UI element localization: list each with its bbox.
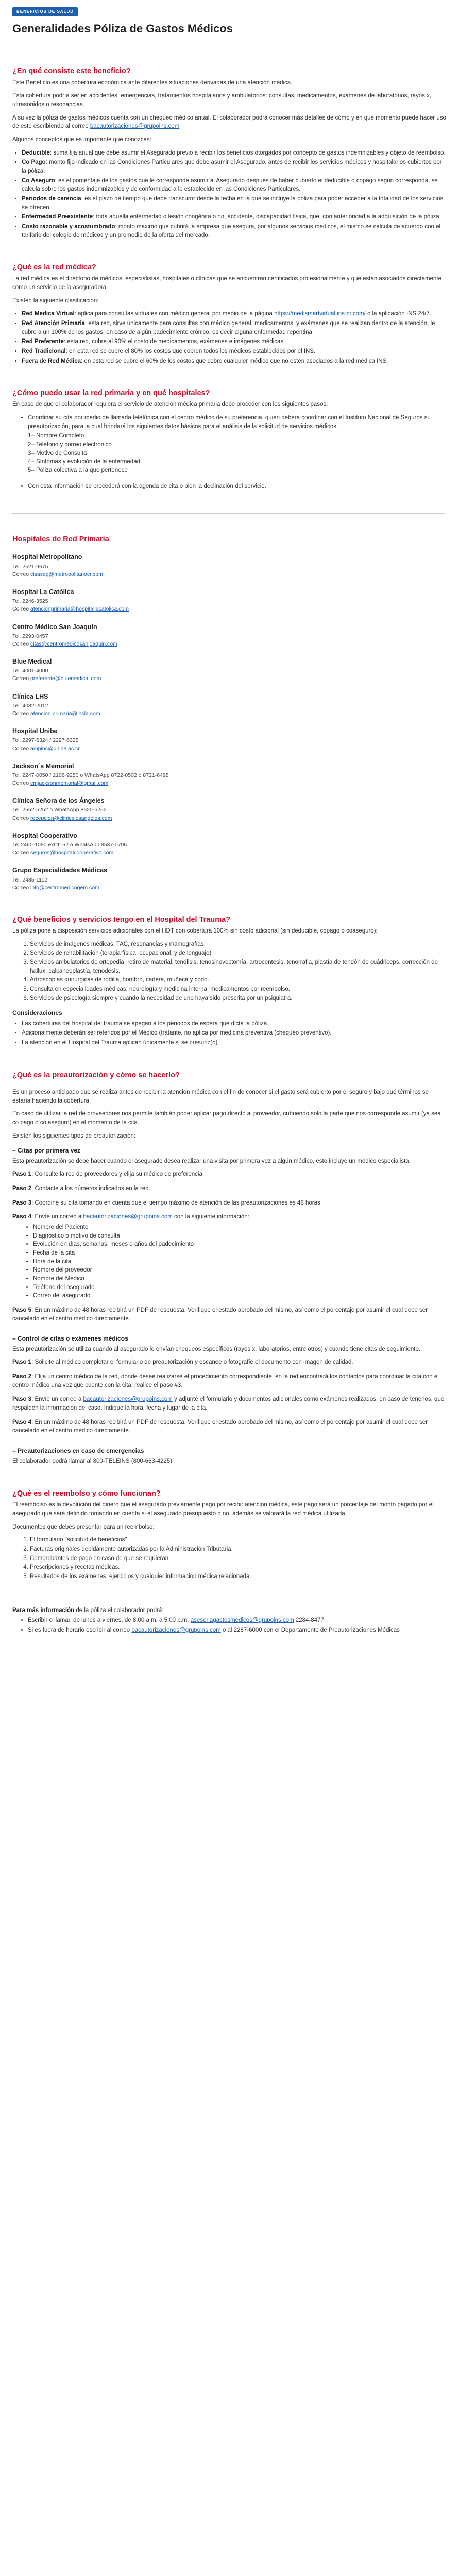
paragraph: Esta preautorización se utiliza cuando al asegurado le envían chequeos específicos (rayos x, laboratorios, entre otros) y cuando tiene citas de seguimiento. [12, 1346, 421, 1352]
list-item: • Nombre del Médico [33, 1275, 447, 1283]
section-heading: ¿En qué consiste este beneficio? [12, 67, 131, 76]
list-item: 1. El formulario "solicitud de beneficios" [30, 1536, 447, 1545]
list-item: • Las coberturas del hospital del trauma se apegan a los periodos de espera que dicta la póliza. [22, 1020, 447, 1028]
email-link[interactable]: preferente@bluemedical.com [30, 675, 101, 682]
email-link[interactable]: info@centromedicogem.com [30, 884, 99, 891]
email-link[interactable]: recepcion@clinicalosangeles.com [30, 815, 112, 821]
required-info-list [33, 1223, 447, 1300]
paragraph: En caso de utilizar la red de proveedores nos permite también poder aplicar pago directo al proveedor, cubriendo solo la parte que nos corresponde asumir (ya sea co pago o co aseguro) en el momento de la cita. [12, 1111, 441, 1126]
step: Paso 1: Solicite al médico completar el formulario de preautorización y escanee o fotografíe el documento con imagen de calidad. [12, 1359, 353, 1366]
step: Paso 1: Consulte la red de proveedores y elija su médico de preferencia. [12, 1171, 205, 1178]
paragraph: Esta preautorización se debe hacer cuando el asegurado desea realizar una visita por primera vez a algún médico, esto incluye un médico especialista. [12, 1158, 411, 1164]
list-item: • Deducible: suma fija anual que debe asumir el Asegurado previo a recibir los beneficios otorgados por concepto de gastos indemnizables y objeto de reembolso. [22, 149, 447, 158]
contact-list [28, 1616, 447, 1634]
list-item: • Hora de la cita [33, 1258, 447, 1266]
step: Paso 3: Envíe un correo a bacautorizaciones@grupoins.com y adjunté el formulario y documentos adicionales como exámenes realizados, en caso de tenerlos, que respalden la información del caso. Indique la hora, fecha y lugar de la cita. [12, 1396, 445, 1412]
list-item: • Con esta información se procederá con la agenda de cita o bien la declinación del servicio. [28, 482, 447, 491]
email-link[interactable]: citas@centromedicosanjoaquin.com [30, 640, 117, 647]
list-item: • Costo razonable y acostumbrado: monto máximo que cubrirá la empresa que asegura, por algunos servicios médicos, el mismo se calcula de acuerdo con el tarifario del colegio de médicos y un promedio de la oferta del mercado. [22, 223, 447, 240]
web-link[interactable]: https://medismartvirtual.ins-cr.com/ [274, 311, 366, 317]
section-heading: ¿Qué es la red médica? [12, 263, 96, 272]
email-link[interactable]: asesoriagastosmedicos@grupoins.com [190, 1617, 294, 1624]
paragraph: Algunos conceptos que es importante que conozcas: [12, 136, 151, 143]
paragraph: Es un proceso anticipado que se realiza antes de recibir la atención médica con el fin de conocer si el gasto será cubierto por el seguro y bajo qué términos se estaría haciendo la cobertura. [12, 1089, 429, 1104]
section-hospitales [12, 534, 447, 892]
list-item: • Enfermedad Preexistente: toda aquella enfermedad o lesión congénita o no, accidente, discapacidad física, que, con anterioridad a la adquisición de la póliza. [22, 213, 447, 222]
email-link[interactable]: bacautorizaciones@grupoins.com [131, 1626, 221, 1633]
email-link[interactable]: ampins@unibe.ac.cr [30, 745, 80, 752]
considerations-list [22, 1020, 447, 1047]
list-item: 2. Servicios de rehabilitación (terapia física, ocupacional, y de lenguaje) [30, 949, 447, 958]
subheading: – Control de citas o exámenes médicos [12, 1335, 128, 1343]
paragraph: Existen los siguientes tipos de preautorización: [12, 1132, 136, 1139]
section-hospital-trauma [12, 914, 447, 1047]
subheading: – Preautorizaciones en caso de emergencias [12, 1447, 144, 1455]
concepts-list [22, 149, 447, 240]
services-list [30, 940, 447, 1003]
hospital-card: Blue Medical Tel. 4001-4000 Correo preferente@bluemedical.com [12, 658, 101, 682]
section-heading: ¿Qué es el reembolso y cómo funcionan? [12, 1489, 161, 1498]
hospital-card: Clínica Señora de los Ángeles Tel. 2552-5252 o WhatsApp 8620-5252 Correo recepcion@clinicalosangeles.com [12, 797, 112, 821]
email-link[interactable]: seguros@hospitalcooperativo.com [30, 850, 114, 856]
documents-list [30, 1536, 447, 1581]
paragraph: A su vez la póliza de gastos médicos cuenta con un chequeo médico anual. El colaborador podrá conocer más detalles de cómo y en qué momento puede hacer uso de este escribiendo al correo bacautorizaciones@grupoins.com [12, 114, 446, 130]
hospital-card: Hospital Unibe Tel. 2297-6324 / 2297-6325 Correo ampins@unibe.ac.cr [12, 727, 80, 752]
paragraph: Para más información de la póliza el colaborador podrá: [12, 1607, 164, 1614]
section-red-medica [12, 262, 447, 365]
list-item: • Coordinar su cita por medio de llamada telefónica con el centro médico de su preferencia, quién deberá coordinar con el Instituto Nacional de Seguros su preautorización, para la cual brindará los siguientes datos básicos para el análisis de la solicitud de servicios médicos: 1– Nombre Completo 2– Teléfono y correo electrónico 3– Motivo de Consulta 4– Síntomas y evolución de la enfermedad 5– Póliza colectiva a la que pertenece [28, 414, 447, 475]
list-item: 3. Comprobantes de pago en caso de que se requieran. [30, 1554, 447, 1563]
list-item: 2. Facturas originales debidamente autorizadas por la Administración Tributaria. [30, 1545, 447, 1554]
section-heading: ¿Qué es la preautorización y cómo se hacerlo? [12, 1071, 180, 1079]
section-heading: ¿Qué beneficios y servicios tengo en el Hospital del Trauma? [12, 916, 231, 924]
list-item: • Diagnóstico o motivo de consulta [33, 1232, 447, 1241]
section-preautorizacion [12, 1070, 447, 1466]
paragraph: La póliza pone a disposición servicios adicionales con el HDT con cobertura 100% sin costo adicional (sin deducible, copago o coaseguro): [12, 928, 378, 935]
section-beneficio [12, 66, 447, 240]
list-item: 3. Servicios ambulatorios de ortopedia, retiro de material, tenólisis, tenosinovectomía, artrocentesis, tenorrafia, plastía de tendón de cuádriceps, corrección de hallux, calcaneoplastía, tenodesis. [30, 958, 447, 975]
paragraph: Documentos que debes presentar para un reembolso: [12, 1523, 155, 1530]
hospital-card: Hospital Cooperativo Tel 2460-1080 ext 1152 o WhatsApp 8537-0796 Correo seguros@hospitalcooperativo.com [12, 832, 127, 856]
list-item: • Nombre del proveedor [33, 1266, 447, 1275]
list-item: • Evolución en días, semanas, meses o años del padecimiento [33, 1240, 447, 1249]
page-title: Generalidades Póliza de Gastos Médicos [12, 22, 233, 35]
list-item: • Si es fuera de horario escribir al correo bacautorizaciones@grupoins.com o al 2287-6000 con el Departamento de Preautorizaciones Médicas [28, 1626, 447, 1635]
list-item: 6. Servicios de psicología siempre y cuando la necesidad de uno haya sido prescrita por un psiquiatra. [30, 994, 447, 1003]
steps-list [28, 414, 447, 490]
subheading: Consideraciones [12, 1009, 62, 1017]
list-item: • Co Aseguro: es el porcentaje de los gastos que le corresponde asumir al Asegurado después de haber cubierto el deducible o copago según corresponda, se calcula sobre los gastos indemnizables y de conformidad a lo establecido en las Condiciones Particulares. [22, 177, 447, 194]
email-link[interactable]: cmjacksonmemorial@gmail.com [30, 780, 109, 787]
list-item: • Correo del asegurado [33, 1292, 447, 1300]
email-link[interactable]: cisaseg@metropolitanocr.com [30, 571, 103, 578]
list-item: 4. Artroscopias quirúrgicas de rodilla, hombro, cadera, muñeca y codo. [30, 976, 447, 985]
subheading: – Citas por primera vez [12, 1147, 81, 1155]
paragraph: Este Beneficio es una cobertura económica ante diferentes situaciones derivadas de una atención médica. [12, 79, 293, 86]
hospital-card: Jackson´s Memorial Tel. 2247-0050 / 2106-9250 o WhatsApp 8722-0502 o 8721-6498 Correo cmjacksonmemorial@gmail.com [12, 762, 169, 787]
list-item: • Adicionalmente deberán ser referidos por el Médico (tratante, no aplica por medicina preventiva (chequeo preventivo). [22, 1029, 447, 1038]
paragraph: En caso de que el colaborador requiera el servicio de atención médica primaria debe proceder con los siguientes pasos: [12, 401, 328, 408]
section-divider [12, 513, 445, 514]
list-item: • Red Medica Virtual: aplica para consultas virtuales con médico general por medio de la página https://medismartvirtual.ins-cr.com/ o la aplicación INS 24/7. [22, 310, 447, 318]
paragraph: Existen la siguiente clasificación: [12, 297, 99, 304]
section-heading: ¿Cómo puedo usar la red primaria y en qué hospitales? [12, 389, 210, 398]
paragraph: La red médica es el directorio de médicos, especialistas, hospitales o clínicas que se encuentran certificados profesionalmente y que están asociados directamente como un servicio de la aseguradora. [12, 276, 441, 291]
step: Paso 4: En un máximo de 48 horas recibirá un PDF de respuesta. Verifique el estado aprobado del mismo, así como el porcentaje por asumir el cual debe ser cancelado en el centro médico directamente. [12, 1419, 428, 1434]
category-badge: BENEFICIOS DE SALUD [12, 7, 78, 16]
email-link[interactable]: bacautorizaciones@grupoins.com [83, 1214, 173, 1221]
hospital-card: Hospital La Católica Tel. 2246-3525 Correo atencionprimaria@hospitallacatolica.com [12, 588, 129, 613]
list-item: 5. Resultados de los exámenes, ejercicios y cualquier información médica relacionada. [30, 1572, 447, 1581]
paragraph: El colaborador podrá llamar al 800-TELEINS (800-663-4225) [12, 1458, 173, 1465]
list-item: • Red Tradicional: en esta red se cubre el 80% los costos que cobren todos los médicos establecidos por el INS. [22, 347, 447, 356]
list-item: • Escribir o llamar, de lunes a viernes, de 8:00 a.m. a 5:00 p.m. asesoriagastosmedicos@grupoins.com 2284-8477 [28, 1616, 447, 1625]
section-reembolso [12, 1488, 447, 1581]
step: Paso 3: Coordine su cita tomando en cuenta que el tiempo máximo de atención de las preautorizaciones es 48 horas [12, 1199, 320, 1206]
paragraph: Esta cobertura podría ser en accidentes, emergencias, tratamientos hospitalarios y ambulatorios: consultas, medicamentos, exámenes de laboratorios, rayos x, ultrasonidos o resonancias. [12, 93, 432, 108]
list-item: • Red Atención Primaria: esta red, sirve únicamente para consultas con médico general, medicamentos, y exámenes que se realizan dentro de la atención, le cubre a un 100% de los gastos; en caso de algún padecimiento crónico, es decir alguna enfermedad repentina. [22, 319, 447, 336]
step: Paso 2: Contacte a los números indicados en la red. [12, 1185, 150, 1192]
section-heading: Hospitales de Red Primaria [12, 535, 109, 544]
list-item: • Fecha de la cita [33, 1249, 447, 1258]
list-item: 5. Consulta en especialidades médicas: neurología y medicina interna, medicamentos por reembolso. [30, 985, 447, 994]
hospital-card: Grupo Especialidades Médicas Tel. 2435-1112 Correo info@centromedicogem.com [12, 867, 108, 891]
step: Paso 2: Elija un centro médico de la red, donde desee realizarse el procedimiento correspondiente, en la red encontrará los contactos para coordinar la cita con el centro médico una vez que cuente con la cita, realice el paso #3. [12, 1374, 439, 1388]
list-item: 1. Servicios de imágenes médicas: TAC, resonancias y mamografías. [30, 940, 447, 949]
email-link[interactable]: atencionprimaria@hospitallacatolica.com [30, 606, 129, 613]
paragraph: El reembolso es la devolución del dinero que el asegurado previamente pago por recibir atención médica, este pago será un porcentaje del monto pagado por el asegurado que será definido tomando en cuenta si el asegurado presupuestó o no, además se valorará la red médica utilizada. [12, 1502, 434, 1517]
list-item: • Fuera de Red Médica: en esta red se cubre el 60% de los costos que cobre cualquier médico que no estén asociados a la red médica INS. [22, 357, 447, 366]
step: Paso 4: Envíe un correo a bacautorizaciones@grupoins.com con la siguiente información: • Nombre del Paciente • Diagnóstico o motivo de consulta • Evolución en días, semanas, meses o años del padecimiento • Fecha de la cita • Hora de la cita • Nombre del proveedor • Nombre del Médico • Teléfono del asegurado • Correo del asegurado [12, 1213, 447, 1300]
network-list [22, 310, 447, 365]
list-item: • Nombre del Paciente [33, 1223, 447, 1232]
list-item: • La atención en el Hospital del Trauma aplican únicamente si se presuriz(o). [22, 1039, 447, 1047]
email-link[interactable]: bacautorizaciones@grupoins.com [90, 123, 180, 130]
hospital-card: Hospital Metropolitano Tel. 2521-9675 Correo cisaseg@metropolitanocr.com [12, 553, 103, 578]
list-item: 4. Prescripciones y recetas médicas. [30, 1563, 447, 1572]
list-item: • Red Preferente: esta red, cubre al 90% el costo de medicamentos, exámenes e imágenes médicas. [22, 337, 447, 346]
footer-contact [12, 1606, 447, 1635]
list-item: • Co Pago: monto fijo indicado en las Condiciones Particulares que debe asumir el Asegurado, antes de recibir los servicios médicos y hospitalarios cubiertos por la póliza. [22, 158, 447, 175]
email-link[interactable]: bacautorizaciones@grupoins.com [83, 1396, 173, 1403]
email-link[interactable]: atencion.primaria@lhsla.com [30, 710, 100, 717]
required-data: 1– Nombre Completo 2– Teléfono y correo electrónico 3– Motivo de Consulta 4– Síntomas y evolución de la enfermedad 5– Póliza colectiva a la que pertenece [28, 433, 140, 474]
section-red-primaria [12, 388, 447, 490]
hospital-card: Centro Médico San Joaquín Tel. 2293-0457 Correo citas@centromedicosanjoaquin.com [12, 623, 117, 647]
list-item: • Teléfono del asegurado [33, 1283, 447, 1292]
list-item: • Periodos de carencia: es el plazo de tiempo que debe transcurrir desde la fecha en la que se incluye la póliza para poder acceder a la totalidad de los servicios se ofrecen. [22, 195, 447, 212]
hospital-card: Clínica LHS Tel. 4032-2012 Correo atencion.primaria@lhsla.com [12, 692, 100, 717]
step: Paso 5: En un máximo de 48 horas recibirá un PDF de respuesta. Verifique el estado aprobado del mismo, así como el porcentaje por asumir el cual debe ser cancelado en el centro médico directamente. [12, 1307, 428, 1322]
